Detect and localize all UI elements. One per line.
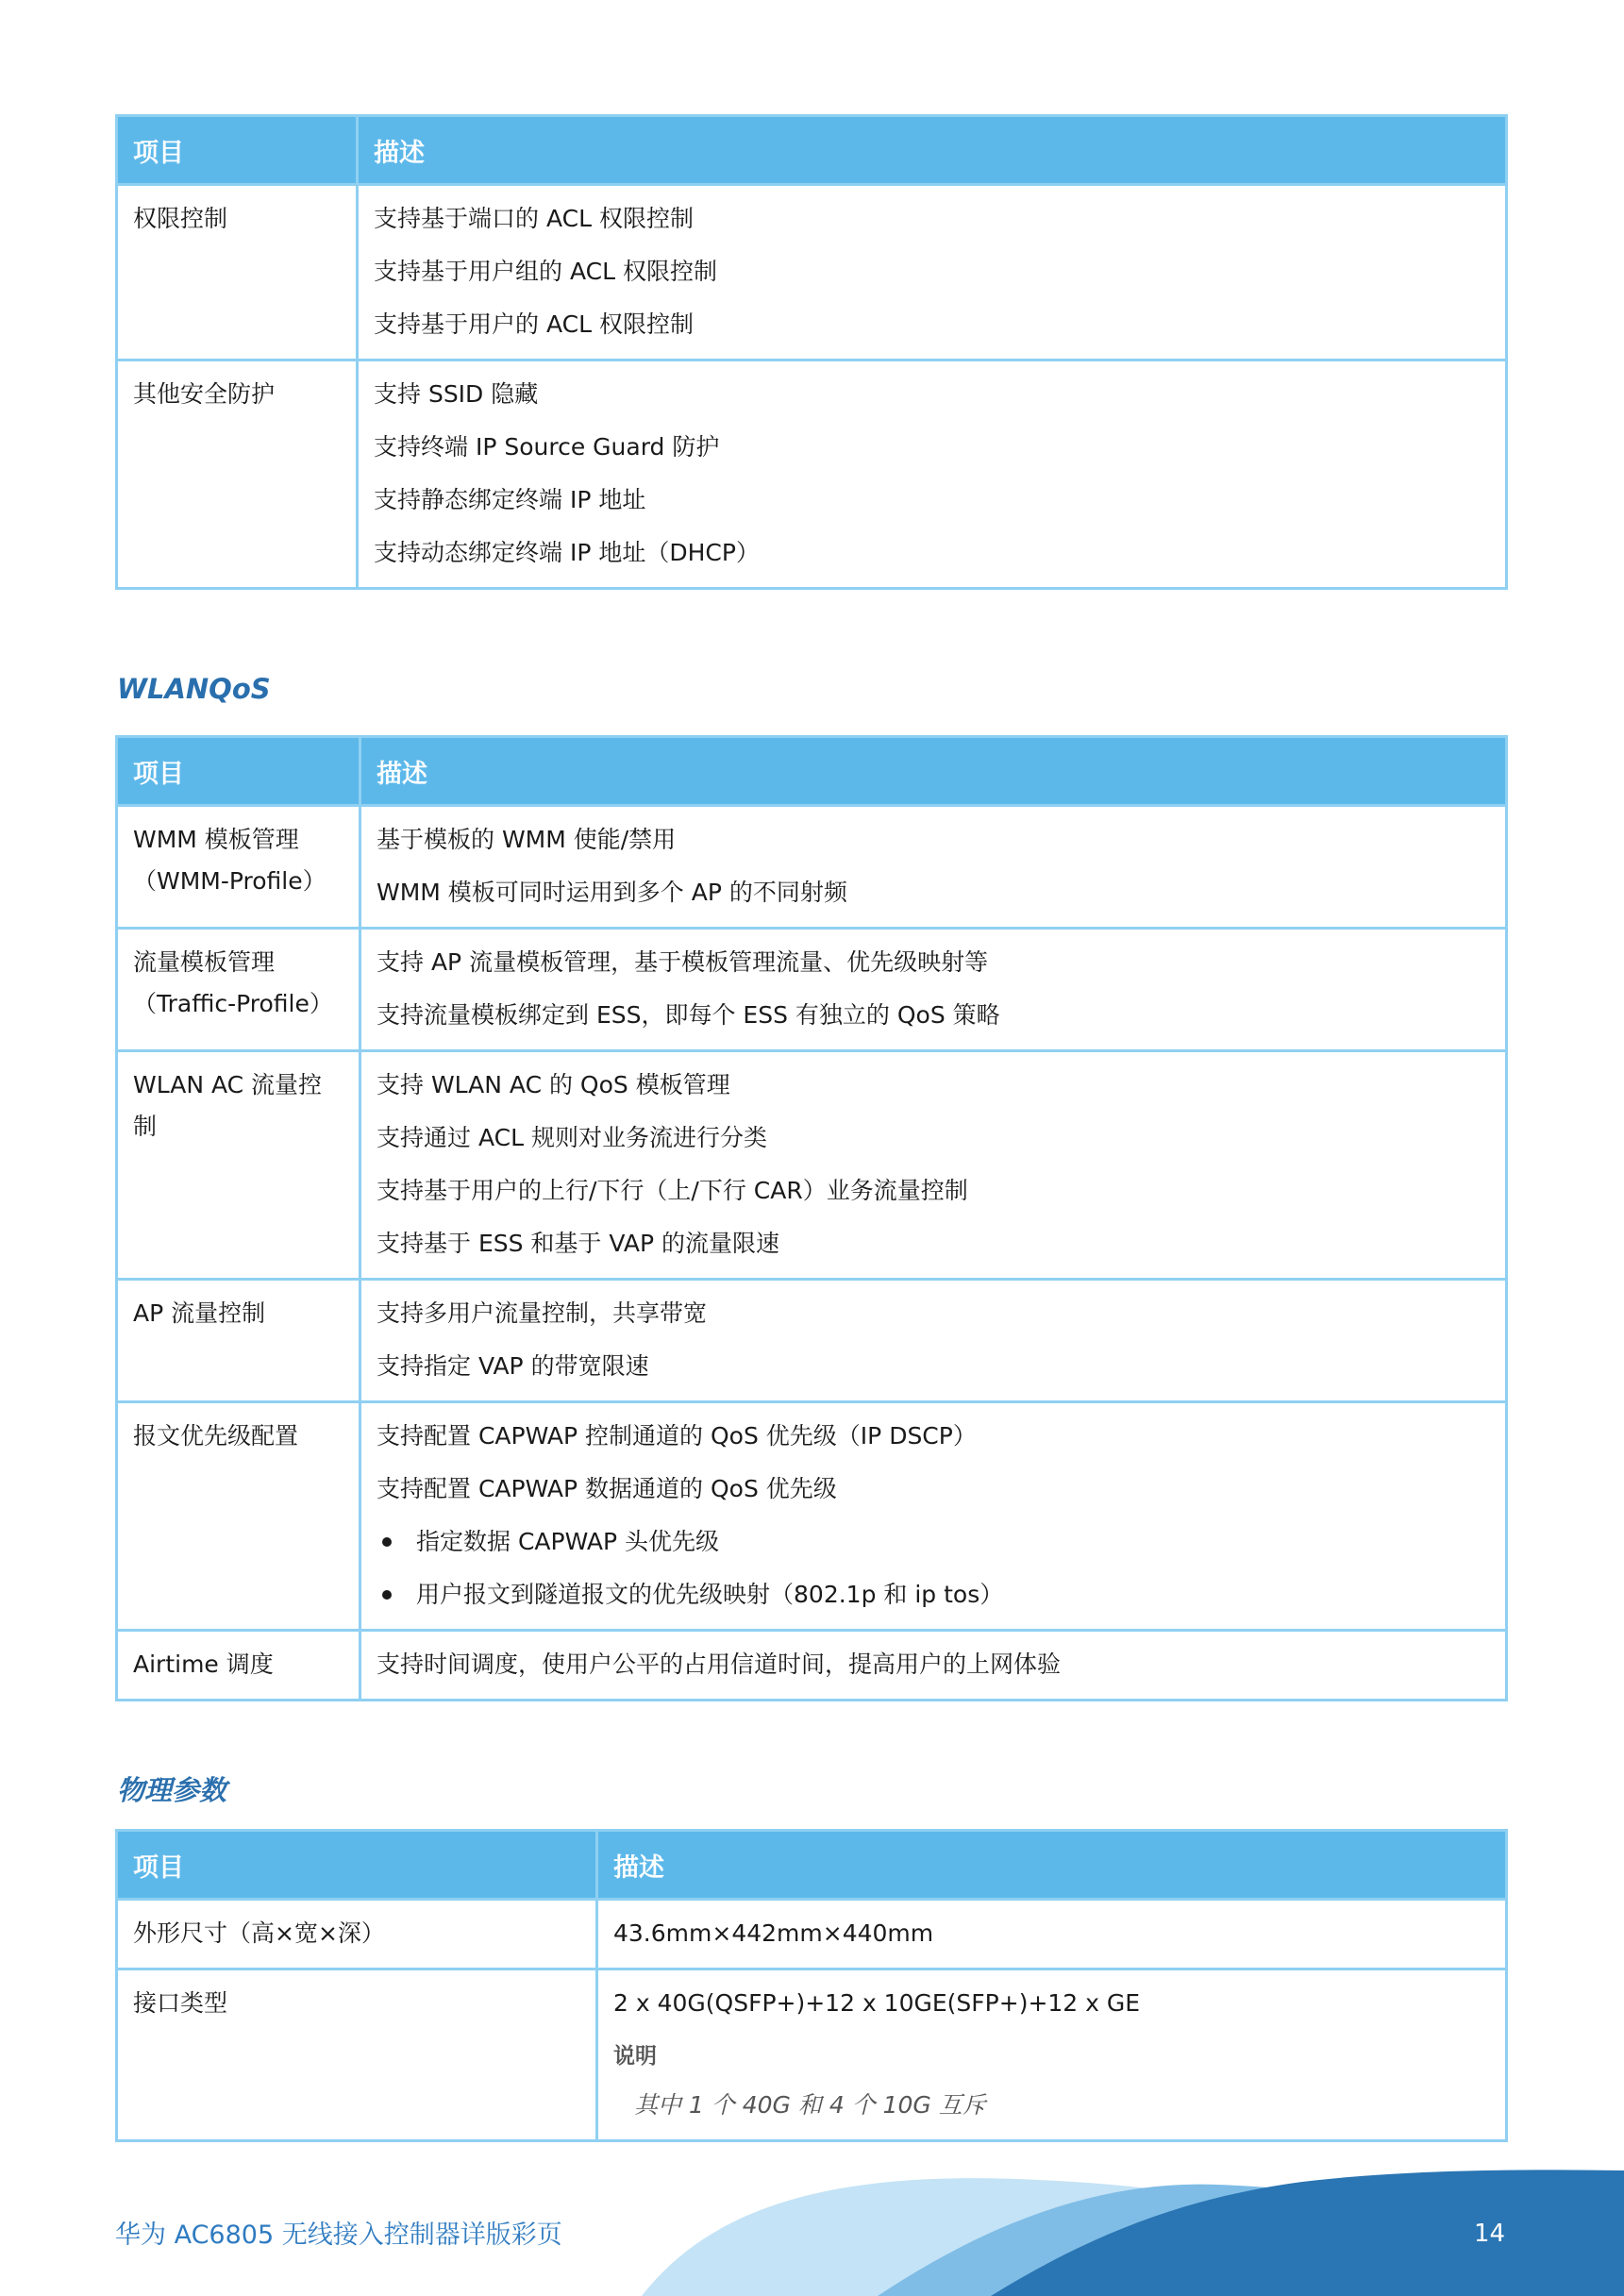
- desc-line: 支持基于端口的 ACL 权限控制: [374, 205, 694, 232]
- note-label: 说明: [613, 2044, 657, 2069]
- row-item: [117, 1631, 360, 1701]
- item-text: 其他安全防护: [133, 380, 276, 408]
- row-item: [117, 1280, 360, 1402]
- bullet-item: 指定数据 CAPWAP 头优先级: [377, 1521, 1490, 1563]
- desc-line: 支持配置 CAPWAP 数据通道的 QoS 优先级: [377, 1475, 837, 1502]
- table-row: [117, 1631, 1507, 1701]
- item-text: （WMM-Profile）: [133, 867, 326, 895]
- bullet-item: 用户报文到隧道报文的优先级映射（802.1p 和 ip tos）: [377, 1574, 1490, 1616]
- item-text: WLAN AC 流量控: [133, 1071, 323, 1098]
- desc-line: 支持基于用户组的 ACL 权限控制: [374, 258, 717, 285]
- desc-line: 支持 SSID 隐藏: [374, 380, 539, 408]
- desc-line: 2 x 40G(QSFP+)+12 x 10GE(SFP+)+12 x GE: [613, 1989, 1141, 2017]
- desc-line: 支持动态绑定终端 IP 地址（DHCP）: [374, 539, 760, 566]
- table-row: [117, 1900, 1507, 1969]
- row-desc: [360, 929, 1507, 1051]
- desc-line: WMM 模板可同时运用到多个 AP 的不同射频: [377, 879, 847, 906]
- row-item: [117, 1969, 597, 2141]
- table-header-row: [117, 737, 1507, 806]
- row-item: [117, 1402, 360, 1631]
- desc-line: 基于模板的 WMM 使能/禁用: [377, 826, 677, 853]
- desc-line: 支持终端 IP Source Guard 防护: [374, 433, 720, 461]
- wlanqos-table: [115, 735, 1508, 1701]
- header-item: 项目: [117, 737, 360, 806]
- item-text: AP 流量控制: [133, 1299, 266, 1327]
- row-desc: [360, 1631, 1507, 1701]
- security-table: [115, 114, 1508, 590]
- item-text: （Traffic-Profile）: [133, 990, 333, 1017]
- footer-title: 华为 AC6805 无线接入控制器详版彩页: [115, 2221, 562, 2250]
- table-row: [117, 1280, 1507, 1402]
- header-desc: 描述: [360, 737, 1507, 806]
- table-header-row: [117, 116, 1507, 185]
- desc-line: 支持流量模板绑定到 ESS，即每个 ESS 有独立的 QoS 策略: [377, 1001, 1000, 1029]
- header-item: 项目: [117, 116, 358, 185]
- desc-line: 支持多用户流量控制，共享带宽: [377, 1299, 708, 1327]
- row-item: [117, 360, 358, 589]
- row-item: [117, 806, 360, 929]
- table-row: [117, 929, 1507, 1051]
- item-text: 接口类型: [133, 1989, 228, 2017]
- header-item: 项目: [117, 1831, 597, 1900]
- header-desc: 描述: [358, 116, 1507, 185]
- table-row: [117, 185, 1507, 360]
- row-desc: [360, 1280, 1507, 1402]
- table-row: [117, 1051, 1507, 1280]
- row-desc: [360, 1051, 1507, 1280]
- row-desc: [360, 806, 1507, 929]
- desc-line: 43.6mm×442mm×440mm: [613, 1919, 934, 1947]
- row-item: [117, 1900, 597, 1969]
- desc-line: 支持时间调度，使用户公平的占用信道时间，提高用户的上网体验: [377, 1651, 1062, 1678]
- row-desc: [358, 185, 1507, 360]
- desc-line: 支持 WLAN AC 的 QoS 模板管理: [377, 1071, 730, 1098]
- desc-line: 支持基于用户的上行/下行（上/下行 CAR）业务流量控制: [377, 1177, 968, 1204]
- row-desc: [597, 1969, 1507, 2141]
- desc-line: 支持通过 ACL 规则对业务流进行分类: [377, 1124, 767, 1151]
- desc-line: 支持基于 ESS 和基于 VAP 的流量限速: [377, 1230, 780, 1257]
- item-text: 流量模板管理: [133, 948, 276, 976]
- row-item: [117, 929, 360, 1051]
- table-header-row: [117, 1831, 1507, 1900]
- row-desc: [597, 1900, 1507, 1969]
- section-title-wlanqos: WLANQoS: [117, 673, 271, 705]
- desc-line: 支持 AP 流量模板管理，基于模板管理流量、优先级映射等: [377, 948, 989, 976]
- header-desc: 描述: [597, 1831, 1507, 1900]
- item-text: 权限控制: [133, 205, 228, 232]
- desc-line: 支持静态绑定终端 IP 地址: [374, 486, 646, 513]
- table-row: [117, 1402, 1507, 1631]
- item-text: 制: [133, 1113, 158, 1140]
- physical-params-table: [115, 1829, 1508, 2142]
- table-row: [117, 1969, 1507, 2141]
- row-item: [117, 185, 358, 360]
- item-text: 报文优先级配置: [133, 1422, 299, 1450]
- page-number: 14: [1474, 2220, 1506, 2248]
- note-text: 其中 1 个 40G 和 4 个 10G 互斥: [634, 2091, 986, 2119]
- item-text: WMM 模板管理: [133, 826, 299, 853]
- row-desc: [358, 360, 1507, 589]
- item-text: 外形尺寸（高×宽×深）: [133, 1919, 385, 1947]
- row-desc: [360, 1402, 1507, 1631]
- row-item: [117, 1051, 360, 1280]
- table-row: [117, 806, 1507, 929]
- item-text: Airtime 调度: [133, 1651, 274, 1678]
- desc-line: 支持基于用户的 ACL 权限控制: [374, 310, 694, 338]
- desc-line: 支持配置 CAPWAP 控制通道的 QoS 优先级（IP DSCP）: [377, 1422, 977, 1450]
- section-title-physical: 物理参数: [117, 1774, 227, 1806]
- desc-line: 支持指定 VAP 的带宽限速: [377, 1352, 649, 1380]
- table-row: [117, 360, 1507, 589]
